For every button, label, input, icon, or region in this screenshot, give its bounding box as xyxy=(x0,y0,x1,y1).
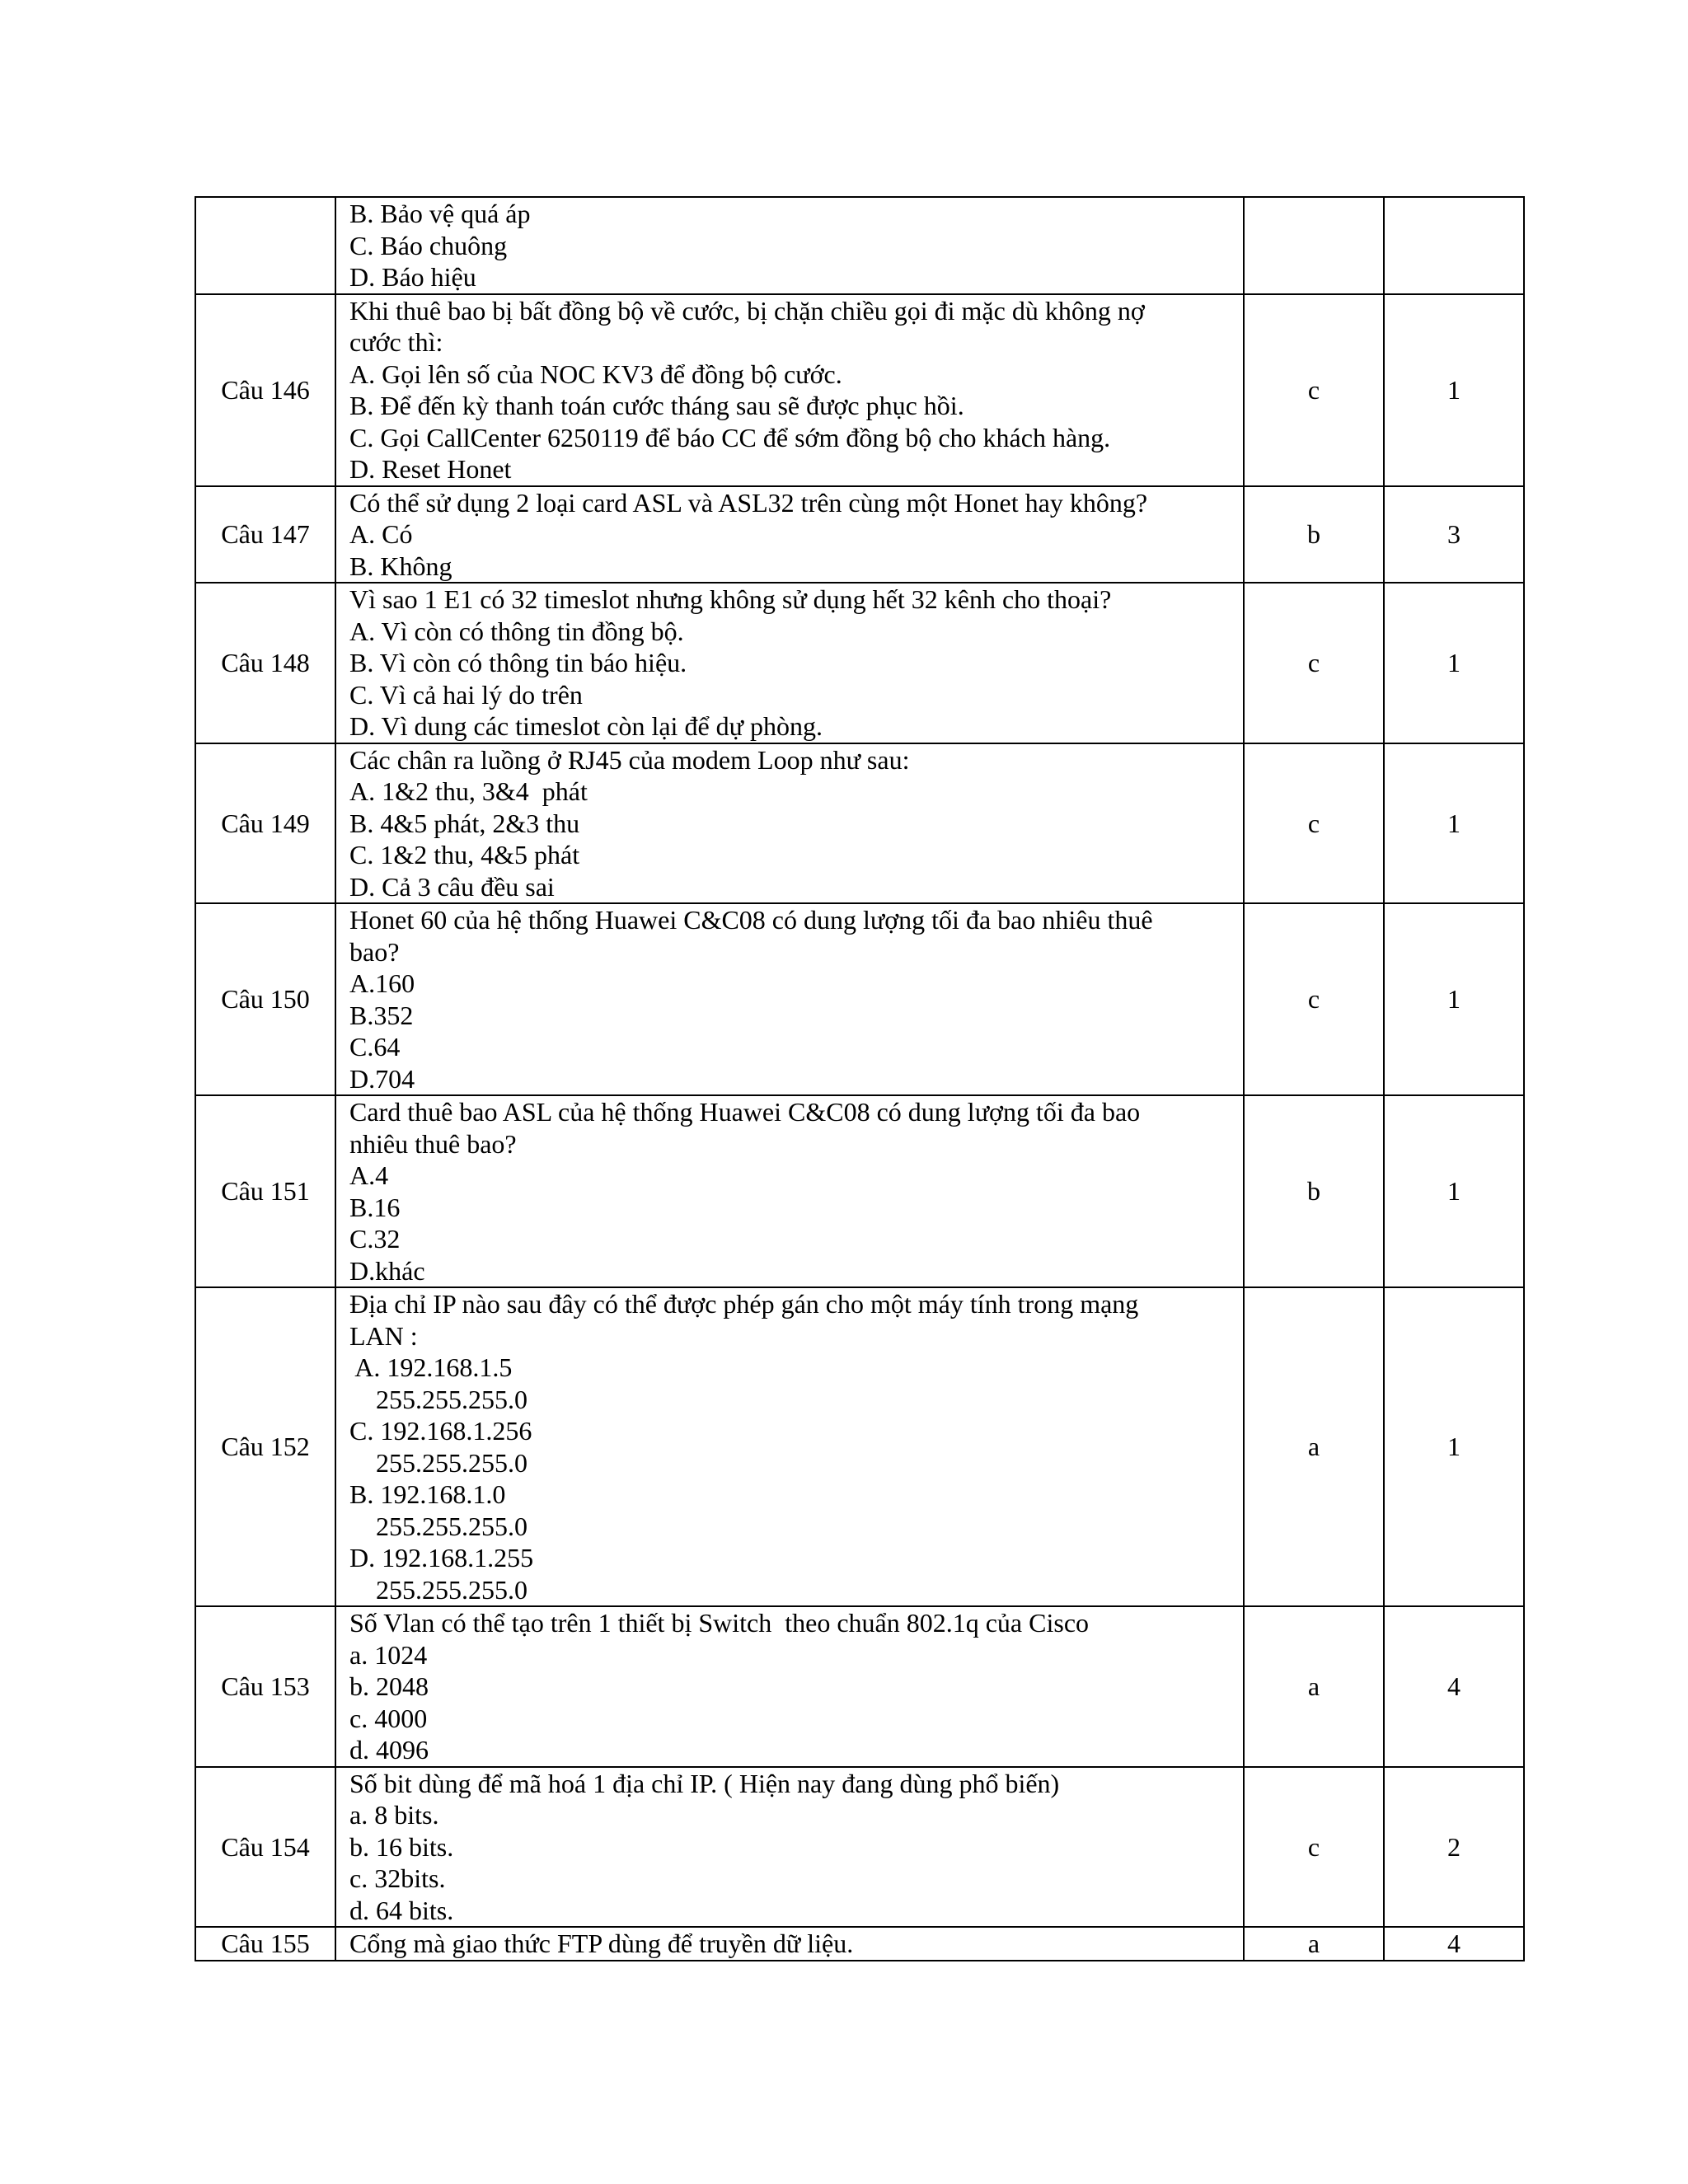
answer-cell: c xyxy=(1244,903,1384,1095)
question-line: C. 1&2 thu, 4&5 phát xyxy=(349,840,580,869)
question-line: B.352 xyxy=(349,1000,414,1030)
answer-cell: a xyxy=(1244,1606,1384,1767)
question-content xyxy=(335,1287,1244,1606)
question-table xyxy=(195,196,1525,1961)
question-content xyxy=(335,583,1244,743)
question-line: B.16 xyxy=(349,1192,401,1222)
answer-cell: c xyxy=(1244,743,1384,904)
question-line: C.64 xyxy=(349,1032,401,1062)
question-row xyxy=(195,743,1524,904)
question-content xyxy=(335,1927,1244,1961)
answer-cell: c xyxy=(1244,294,1384,486)
question-row xyxy=(195,294,1524,486)
answer-cell: a xyxy=(1244,1287,1384,1606)
points-cell: 4 xyxy=(1384,1606,1524,1767)
question-line: B. Bảo vệ quá áp xyxy=(349,199,531,228)
question-line: A. Vì còn có thông tin đồng bộ. xyxy=(349,616,684,646)
question-line: D. 192.168.1.255 xyxy=(349,1543,534,1572)
question-line: B. 192.168.1.0 xyxy=(349,1479,506,1509)
points-cell: 1 xyxy=(1384,583,1524,743)
points-cell: 1 xyxy=(1384,1287,1524,1606)
question-line: C.32 xyxy=(349,1224,401,1254)
question-line: A. 192.168.1.5 xyxy=(349,1352,513,1382)
question-line: a. 8 bits. xyxy=(349,1800,439,1830)
question-line: B. Để đến kỳ thanh toán cước tháng sau sẽ được phục hồi. xyxy=(349,391,964,420)
question-content xyxy=(335,1606,1244,1767)
question-line: A. 1&2 thu, 3&4 phát xyxy=(349,776,588,806)
answer-cell xyxy=(1244,197,1384,294)
question-line: Số Vlan có thể tạo trên 1 thiết bị Switch theo chuẩn 802.1q của Cisco xyxy=(349,1608,1090,1638)
points-cell: 1 xyxy=(1384,743,1524,904)
question-number: Câu 153 xyxy=(195,1606,335,1767)
question-line: A. Có xyxy=(349,519,413,549)
question-table-body xyxy=(195,197,1524,1961)
points-cell: 4 xyxy=(1384,1927,1524,1961)
points-cell xyxy=(1384,197,1524,294)
question-line: Honet 60 của hệ thống Huawei C&C08 có dung lượng tối đa bao nhiêu thuê xyxy=(349,905,1153,935)
question-line: 255.255.255.0 xyxy=(349,1511,528,1541)
question-line: Có thể sử dụng 2 loại card ASL và ASL32 trên cùng một Honet hay không? xyxy=(349,487,1148,518)
question-line: Cổng mà giao thức FTP dùng để truyền dữ liệu. xyxy=(349,1929,854,1958)
question-line: a. 1024 xyxy=(349,1639,428,1670)
question-content xyxy=(335,1095,1244,1287)
points-cell: 2 xyxy=(1384,1767,1524,1928)
question-line: c. 4000 xyxy=(349,1703,428,1733)
question-line: Số bit dùng để mã hoá 1 địa chỉ IP. ( Hiện nay đang dùng phổ biến) xyxy=(349,1768,1060,1798)
question-line: b. 2048 xyxy=(349,1671,429,1701)
question-line: 255.255.255.0 xyxy=(349,1447,528,1478)
question-row xyxy=(195,1287,1524,1606)
question-row xyxy=(195,1927,1524,1961)
question-line: B. Không xyxy=(349,551,452,581)
question-line: D.704 xyxy=(349,1063,415,1094)
question-number xyxy=(195,197,335,294)
question-line: A. Gọi lên số của NOC KV3 để đồng bộ cước. xyxy=(349,359,842,389)
question-content xyxy=(335,743,1244,904)
answer-cell: b xyxy=(1244,486,1384,583)
question-content xyxy=(335,1767,1244,1928)
points-cell: 1 xyxy=(1384,294,1524,486)
question-content xyxy=(335,903,1244,1095)
question-line: 255.255.255.0 xyxy=(349,1384,528,1414)
answer-cell: c xyxy=(1244,1767,1384,1928)
answer-cell: b xyxy=(1244,1095,1384,1287)
points-cell: 1 xyxy=(1384,1095,1524,1287)
question-line: Địa chỉ IP nào sau đây có thể được phép gán cho một máy tính trong mạng xyxy=(349,1289,1139,1319)
question-line: D. Báo hiệu xyxy=(349,262,476,292)
question-number: Câu 152 xyxy=(195,1287,335,1606)
question-number: Câu 149 xyxy=(195,743,335,904)
question-line: B. 4&5 phát, 2&3 thu xyxy=(349,808,580,838)
question-line: bao? xyxy=(349,936,400,967)
question-number: Câu 155 xyxy=(195,1927,335,1961)
question-line: D. Vì dung các timeslot còn lại để dự phòng. xyxy=(349,711,823,741)
answer-cell: c xyxy=(1244,583,1384,743)
question-line: A.4 xyxy=(349,1160,389,1190)
answer-cell: a xyxy=(1244,1927,1384,1961)
question-row xyxy=(195,583,1524,743)
question-row xyxy=(195,903,1524,1095)
question-number: Câu 151 xyxy=(195,1095,335,1287)
question-line: b. 16 bits. xyxy=(349,1831,454,1862)
question-row xyxy=(195,1767,1524,1928)
question-line: D. Reset Honet xyxy=(349,454,512,484)
question-line: B. Vì còn có thông tin báo hiệu. xyxy=(349,648,687,677)
question-line: c. 32bits. xyxy=(349,1863,446,1893)
question-row xyxy=(195,197,1524,294)
question-line: C. Báo chuông xyxy=(349,230,508,260)
question-line: D.khác xyxy=(349,1255,425,1286)
question-line: A.160 xyxy=(349,968,415,998)
question-line: C. 192.168.1.256 xyxy=(349,1416,532,1446)
question-content xyxy=(335,197,1244,294)
question-line: Card thuê bao ASL của hệ thống Huawei C&C08 có dung lượng tối đa bao xyxy=(349,1097,1141,1127)
question-line: Vì sao 1 E1 có 32 timeslot nhưng không sử dụng hết 32 kênh cho thoại? xyxy=(349,584,1112,614)
points-cell: 1 xyxy=(1384,903,1524,1095)
question-line: Các chân ra luồng ở RJ45 của modem Loop như sau: xyxy=(349,744,910,775)
question-line: d. 4096 xyxy=(349,1735,429,1765)
question-number: Câu 147 xyxy=(195,486,335,583)
question-row xyxy=(195,1095,1524,1287)
question-line: LAN : xyxy=(349,1320,418,1351)
question-row xyxy=(195,1606,1524,1767)
question-number: Câu 148 xyxy=(195,583,335,743)
question-line: 255.255.255.0 xyxy=(349,1574,528,1605)
question-number: Câu 150 xyxy=(195,903,335,1095)
question-content xyxy=(335,294,1244,486)
question-content xyxy=(335,486,1244,583)
question-line: D. Cả 3 câu đều sai xyxy=(349,871,555,902)
question-line: Khi thuê bao bị bất đồng bộ về cước, bị chặn chiều gọi đi mặc dù không nợ xyxy=(349,295,1145,326)
question-number: Câu 146 xyxy=(195,294,335,486)
question-line: C. Gọi CallCenter 6250119 để báo CC để sớm đồng bộ cho khách hàng. xyxy=(349,422,1111,452)
question-number: Câu 154 xyxy=(195,1767,335,1928)
points-cell: 3 xyxy=(1384,486,1524,583)
question-line: C. Vì cả hai lý do trên xyxy=(349,679,583,710)
question-line: cước thì: xyxy=(349,327,443,357)
question-line: d. 64 bits. xyxy=(349,1895,454,1925)
question-row xyxy=(195,486,1524,583)
question-line: nhiêu thuê bao? xyxy=(349,1128,517,1159)
